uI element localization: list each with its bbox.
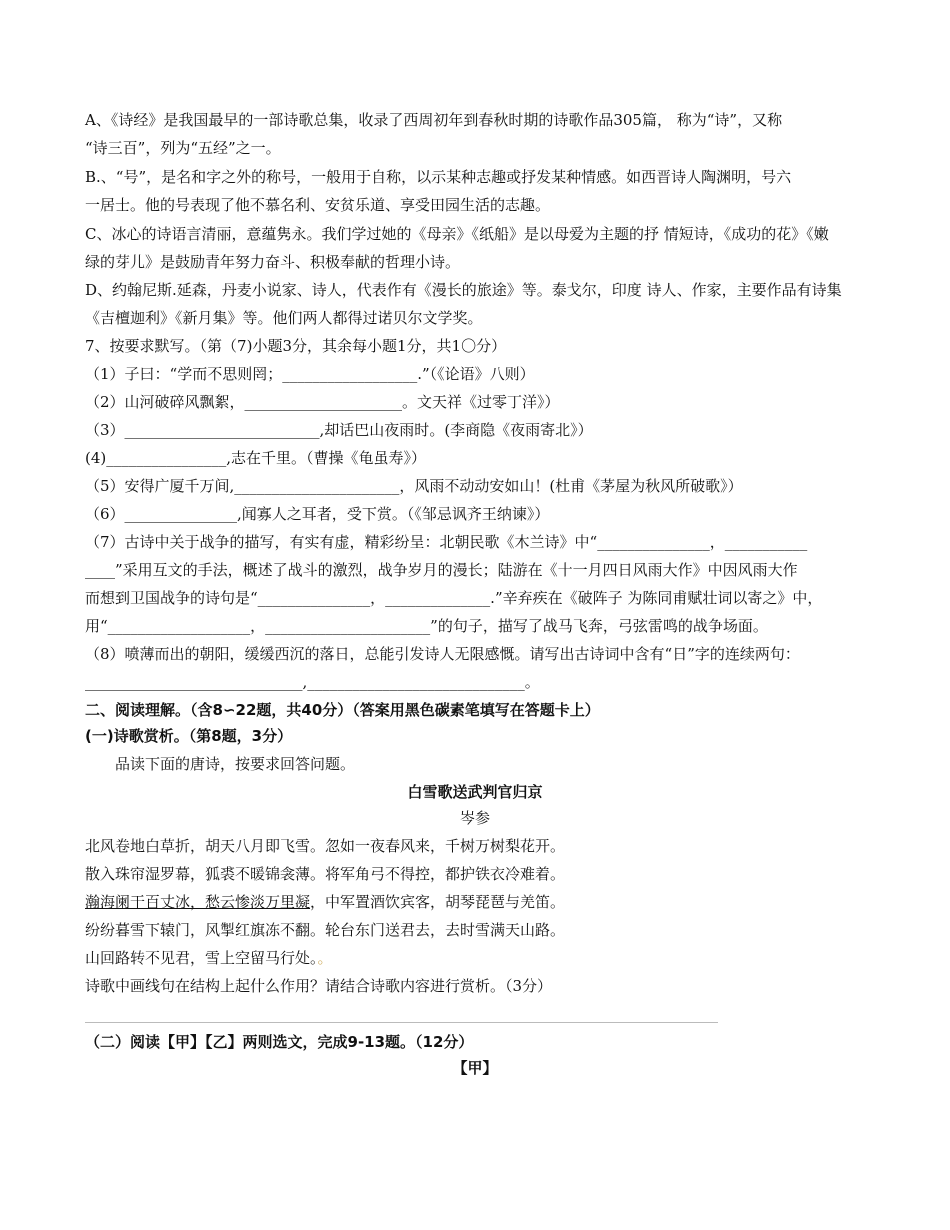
question-7-item-3: （3）__________________________,却话巴山夜雨时。(李商隐《夜雨寄北》）	[85, 421, 593, 439]
divider	[85, 1022, 718, 1023]
question-7-item-2: （2）山河破碎风飘絮，_____________________。文天祥《过零丁洋》）	[85, 393, 560, 411]
poem-line-4: 纷纷暮雪下辕门，风掣红旗冻不翻。轮台东门送君去，去时雪满天山路。	[85, 921, 566, 939]
poem-title: 白雪歌送武判官归京	[407, 783, 543, 801]
question-7-item-5: （5）安得广厦千万间,______________________，风雨不动动安如山！(杜甫《茅屋为秋风所破歌》）	[85, 477, 743, 495]
poem-author: 岑参	[459, 809, 490, 827]
poem-line-5-mark: 。	[317, 949, 333, 967]
poem-line-2: 散入珠帘湿罗幕，狐裘不暖锦衾薄。将军角弓不得控，都护铁衣冷难着。	[85, 865, 566, 883]
poem-line-1: 北风卷地白草折，胡天八月即飞雪。忽如一夜春风来，千树万树梨花开。	[85, 837, 566, 855]
passage-jia-label: 【甲】	[452, 1059, 498, 1077]
question-7-item-8-line1: （8）喷薄而出的朝阳，缓缓西沉的落日，总能引发诗人无限感慨。请写出古诗词中含有“日”字的连续两句：	[85, 645, 800, 663]
question-7-item-4: (4)________________,志在千里。（曹操《龟虽寿》）	[85, 449, 427, 467]
question-8: 诗歌中画线句在结构上起什么作用？请结合诗歌内容进行赏析。（3分）	[85, 977, 553, 995]
poem-line-5	[85, 948, 333, 968]
poem-line-5-text: 山回路转不见君，雪上空留马行处。	[85, 949, 318, 967]
option-c-line1: C、冰心的诗语言清丽，意蕴隽永。我们学过她的《母亲》《纸船》是以母爱为主题的抒 情短诗，《成功的花》《嫩	[85, 225, 829, 243]
question-7-item-1: （1）子曰：“学而不思则罔；__________________.”（《论语》八则）	[85, 365, 535, 383]
section-2-heading: 二、阅读理解。（含8∽22题，共40分）（答案用黑色碳素笔填写在答题卡上）	[85, 701, 600, 719]
question-7-item-8-line2: _____________________________,_____________________________。	[85, 673, 540, 691]
option-d-line2: 《吉檀迦利》《新月集》等。他们两人都得过诺贝尔文学奖。	[85, 309, 483, 327]
option-d-line1: D、约翰尼斯.延森，丹麦小说家、诗人，代表作有《漫长的旅途》等。泰戈尔，印度 诗人、作家，主要作品有诗集	[85, 281, 842, 299]
question-7-item-7-line2: ____”采用互文的手法，概述了战斗的激烈，战争岁月的漫长；陆游在《十一月四日风雨大作》中因风雨大作	[85, 561, 798, 579]
question-7-heading: 7、按要求默写。（第（7)小题3分，其余每小题1分，共1〇分）	[85, 337, 507, 355]
option-a-line2: “诗三百”，列为“五经”之一。	[85, 139, 281, 157]
underlined-verse: 瀚海阑干百丈冰，愁云惨淡万里凝	[85, 893, 311, 911]
option-b-line1: B.、“号”，是名和字之外的称号，一般用于自称，以示某种志趣或抒发某种情感。如西晋诗人陶渊明，号六	[85, 168, 792, 186]
subsection-2-heading: （二）阅读【甲】【乙】两则选文，完成9-13题。（12分）	[85, 1033, 474, 1051]
question-7-item-7-line4: 用“___________________，______________________”的句子，描写了战马飞奔，弓弦雷鸣的战争场面。	[85, 617, 768, 635]
poem-line-3	[85, 892, 565, 912]
option-a-line1: A、《诗经》是我国最早的一部诗歌总集，收录了西周初年到春秋时期的诗歌作品305篇， 称为“诗”，又称	[85, 111, 783, 129]
question-7-item-7-line3: 而想到卫国战争的诗句是“_______________，______________.”辛弃疾在《破阵子 为陈同甫赋壮词以寄之》中，	[85, 589, 823, 607]
option-c-line2: 绿的芽儿》是鼓励青年努力奋斗、积极奉献的哲理小诗。	[85, 253, 461, 271]
question-7-item-6: （6）_______________,闻寡人之耳者，受下赏。（《邹忌讽齐王纳谏》）	[85, 505, 550, 523]
question-7-item-7-line1: （7）古诗中关于战争的描写，有实有虚，精彩纷呈：北朝民歌《木兰诗》中“_______________，___________	[85, 533, 808, 551]
poem-instruction: 品读下面的唐诗，按要求回答问题。	[115, 755, 356, 773]
option-b-line2: 一居士。他的号表现了他不慕名利、安贫乐道、享受田园生活的志趣。	[85, 196, 551, 214]
subsection-1-heading: (一)诗歌赏析。（第8题，3分）	[85, 727, 293, 745]
poem-line-3-rest: ，中军置酒饮宾客，胡琴琵琶与羌笛。	[310, 893, 566, 911]
